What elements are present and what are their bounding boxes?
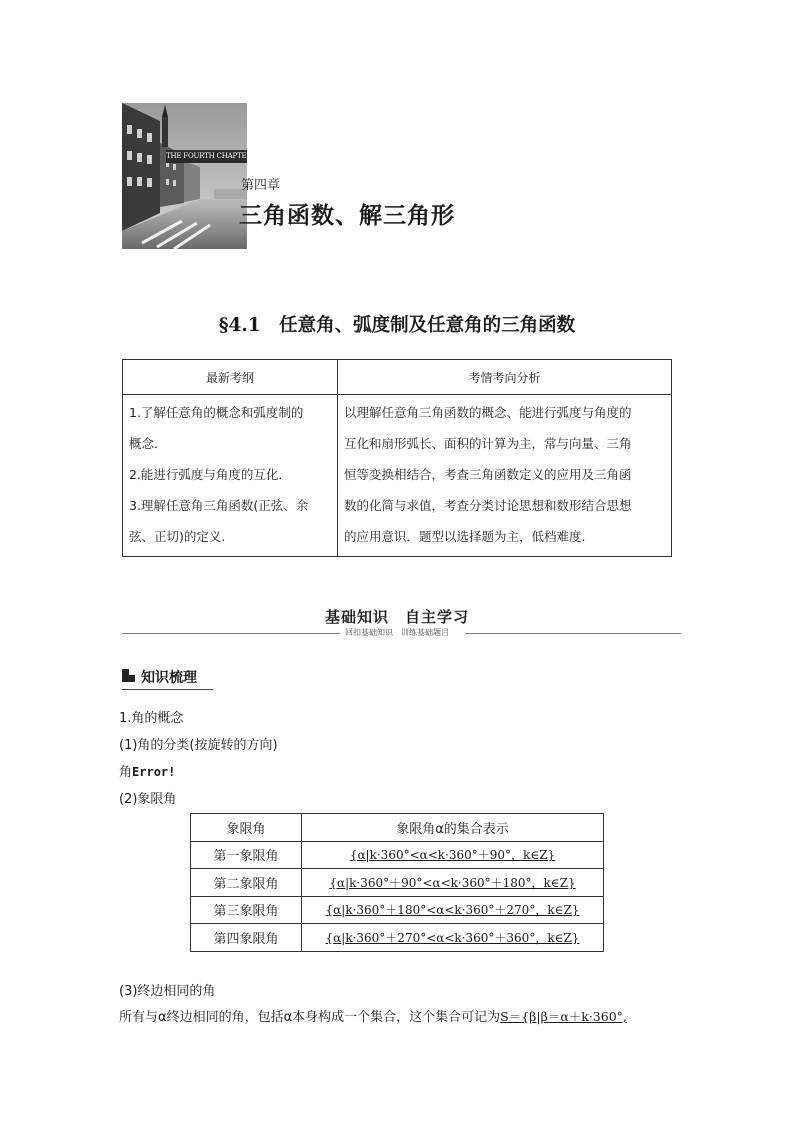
coterminal-text: 所有与α终边相同的角，包括α本身构成一个集合，这个集合可记为 (119, 1010, 501, 1025)
quad-name-cell: 第一象限角 (191, 841, 302, 869)
quad-set-cell (302, 924, 604, 952)
table-row (191, 924, 604, 952)
quadrant-angle-table (190, 813, 604, 952)
angle-prefix: 角 (119, 765, 133, 780)
coterminal-formula: S＝{β|β＝α＋k·360°, (500, 1009, 627, 1024)
section-title: §4.1 任意角、弧度制及任意角的三角函数 (218, 315, 576, 336)
chapter-title: 三角函数、解三角形 (239, 203, 455, 229)
quad-set-formula: {α|k·360°＋180°<α<k·360°＋270°，k∈Z} (325, 903, 580, 918)
item-angle-concept: 1.角的概念 (119, 711, 184, 726)
item-angle-classification: (1)角的分类(按旋转的方向) (119, 738, 278, 753)
knowledge-heading: 知识梳理 (141, 670, 197, 686)
table-row (191, 841, 604, 869)
quad-header-set: 象限角α的集合表示 (302, 814, 604, 842)
quad-header-name: 象限角 (191, 814, 302, 842)
quad-set-formula: {α|k·360°<α<k·360°＋90°，k∈Z} (349, 848, 556, 863)
knowledge-heading-underline (122, 689, 213, 690)
quad-set-formula: {α|k·360°＋270°<α<k·360°＋360°，k∈Z} (325, 930, 580, 945)
analysis-line: 互化和扇形弧长、面积的计算为主，常与向量、三角 (344, 436, 632, 451)
table-row (191, 896, 604, 924)
quad-set-cell (302, 896, 604, 924)
item-coterminal-angle: (3)终边相同的角 (119, 984, 216, 999)
chapter-cover-image (122, 103, 247, 249)
quad-name-cell: 第二象限角 (191, 869, 302, 897)
outline-analysis-cell (338, 395, 672, 557)
outline-header-analysis: 考情考向分析 (338, 360, 672, 395)
exam-outline-table (122, 359, 672, 557)
quad-set-cell (302, 869, 604, 897)
section-banner-subtitle: 回扣基础知识 训练基础题目 (345, 628, 449, 637)
heading-square-icon-notch (129, 669, 135, 675)
item-quadrant-angle: (2)象限角 (119, 792, 177, 807)
item-coterminal-body (119, 1006, 627, 1025)
syllabus-line: 2.能进行弧度与角度的互化． (129, 467, 291, 482)
section-banner-title: 基础知识 自主学习 (324, 608, 469, 626)
quad-name-cell: 第四象限角 (191, 924, 302, 952)
syllabus-line: 3.理解任意角三角函数(正弦、余 (129, 498, 309, 513)
error-text: Error! (132, 765, 176, 779)
analysis-line: 的应用意识．题型以选择题为主，低档难度. (344, 529, 586, 544)
table-row (191, 869, 604, 897)
item-angle-classification-body (119, 761, 175, 780)
syllabus-line: 弦、正切)的定义. (129, 529, 226, 544)
outline-syllabus-cell (123, 395, 338, 557)
quad-set-formula: {α|k·360°＋90°<α<k·360°＋180°，k∈Z} (329, 875, 576, 890)
chapter-number: 第四章 (241, 178, 281, 193)
quad-set-cell (302, 841, 604, 869)
syllabus-line: 1.了解任意角的概念和弧度制的 (129, 405, 304, 420)
chapter-banner-text: THE FOURTH CHAPTER (166, 150, 247, 163)
analysis-line: 以理解任意角三角函数的概念、能进行弧度与角度的 (344, 405, 632, 420)
analysis-line: 数的化简与求值，考查分类讨论思想和数形结合思想 (344, 498, 632, 513)
syllabus-line: 概念． (129, 436, 167, 451)
outline-header-syllabus: 最新考纲 (123, 360, 338, 395)
quad-name-cell: 第三象限角 (191, 896, 302, 924)
analysis-line: 恒等变换相结合，考查三角函数定义的应用及三角函 (344, 467, 632, 482)
